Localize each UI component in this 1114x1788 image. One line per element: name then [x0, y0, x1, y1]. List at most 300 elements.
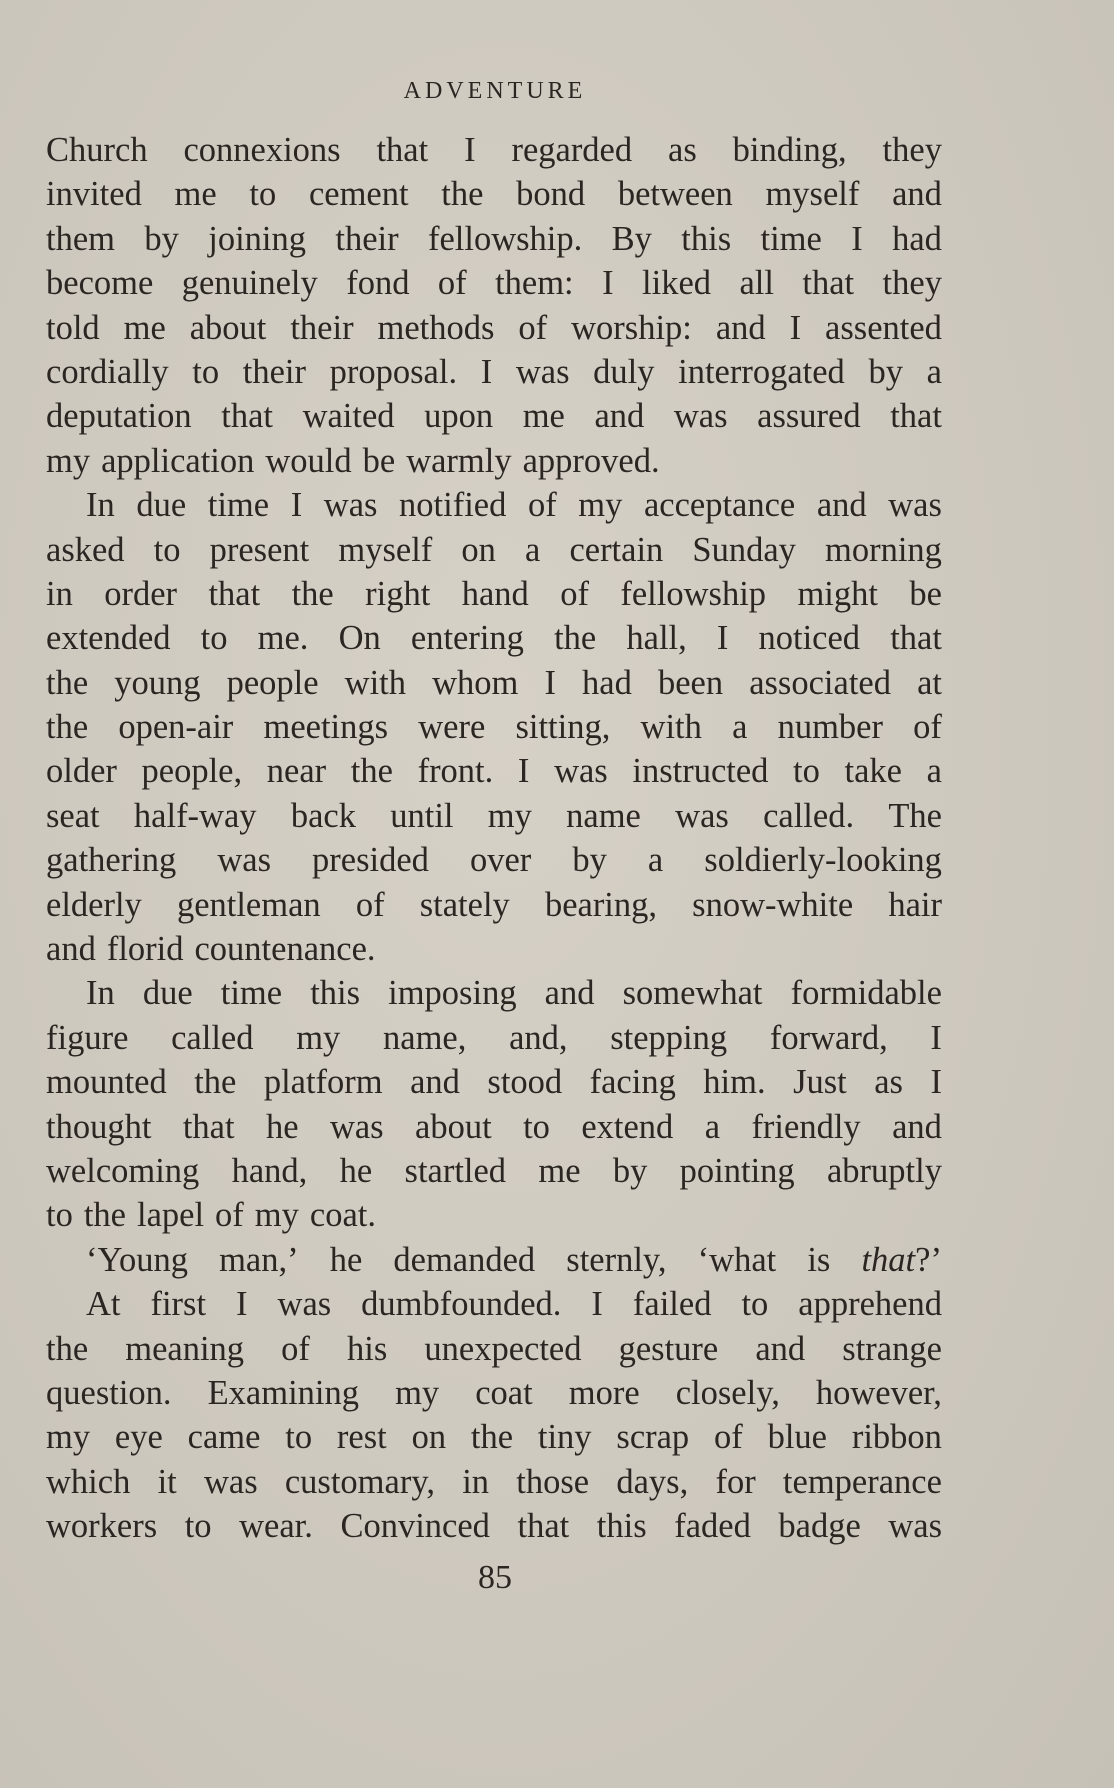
word: those: [516, 1462, 590, 1501]
text-line: [46, 1327, 942, 1371]
word: customary,: [284, 1462, 435, 1501]
word: people: [226, 663, 319, 702]
word: that: [802, 264, 855, 303]
word: the: [83, 1196, 126, 1235]
word: right: [365, 574, 431, 613]
word: and: [410, 1063, 460, 1102]
word: the: [46, 663, 89, 702]
word: in: [462, 1462, 490, 1501]
word: the: [350, 752, 393, 791]
word: due: [142, 974, 193, 1013]
word: and: [755, 1329, 806, 1368]
word: at: [917, 663, 942, 702]
word: unexpected: [424, 1329, 582, 1368]
word: was: [515, 352, 570, 391]
word: to: [153, 530, 181, 569]
text-line: [46, 350, 942, 394]
word: of: [281, 1329, 310, 1368]
word: wear.: [239, 1507, 313, 1546]
word: a: [732, 708, 748, 747]
word: on: [461, 530, 496, 569]
word: to: [192, 352, 220, 391]
word: friendly: [751, 1107, 861, 1146]
word: platform: [263, 1063, 383, 1102]
word: I: [591, 1285, 603, 1324]
word: the: [46, 708, 89, 747]
word: in: [46, 574, 73, 613]
word: time: [760, 219, 822, 258]
word: was: [203, 1462, 258, 1501]
word: and,: [509, 1018, 568, 1057]
word: of: [355, 885, 385, 924]
word: presided: [312, 841, 429, 880]
word: to: [741, 1285, 769, 1324]
word: had: [892, 219, 942, 258]
word: with: [344, 663, 406, 702]
word: cement: [308, 175, 409, 214]
word: this: [310, 974, 361, 1013]
word: myself: [765, 175, 860, 214]
word: proposal.: [329, 352, 458, 391]
word: instructed: [632, 752, 769, 791]
word: noticed: [758, 619, 861, 658]
text-line: [46, 1460, 942, 1504]
word: coat: [475, 1373, 533, 1412]
word: startled: [404, 1151, 507, 1190]
word: Just: [793, 1063, 847, 1102]
word: I: [480, 352, 493, 391]
word: a: [704, 1107, 721, 1146]
word: is: [807, 1240, 831, 1279]
word: were: [418, 708, 486, 747]
word: was: [673, 397, 728, 436]
word: the: [46, 1329, 89, 1368]
word: about: [415, 1107, 492, 1146]
word: that: [376, 131, 429, 169]
word: due: [136, 486, 187, 525]
word: it: [157, 1462, 177, 1501]
word: of: [560, 574, 589, 613]
word: binding,: [732, 131, 847, 169]
page-number: 85: [478, 1559, 512, 1596]
word: and: [544, 974, 595, 1013]
word: badge: [778, 1507, 861, 1546]
word: I: [236, 1285, 248, 1324]
word: certain: [569, 530, 664, 569]
word: become: [46, 264, 154, 303]
word: my: [254, 1196, 299, 1235]
word: joining: [208, 219, 306, 258]
word: Convinced: [340, 1507, 490, 1546]
word: and: [892, 175, 942, 214]
word: I: [464, 131, 476, 169]
word: rest: [336, 1418, 387, 1457]
word: of: [913, 708, 942, 747]
word: by: [144, 219, 179, 258]
body-text: [46, 128, 942, 1549]
word: florid: [106, 930, 184, 969]
word: which: [46, 1462, 131, 1501]
word: of: [437, 264, 467, 303]
word: been: [657, 663, 724, 702]
word: dumbfounded.: [361, 1285, 562, 1324]
word: was: [329, 1107, 384, 1146]
word: more: [568, 1373, 640, 1412]
word: for: [715, 1462, 756, 1501]
word: about: [189, 308, 267, 347]
word: this: [681, 219, 732, 258]
word: a: [647, 841, 664, 880]
word: mounted: [46, 1063, 167, 1102]
word: pointing: [679, 1151, 795, 1190]
word: as: [668, 131, 697, 169]
word: approved.: [522, 441, 660, 480]
word: stately: [419, 885, 510, 924]
word: name: [566, 796, 641, 835]
word: I: [290, 486, 303, 525]
word: upon: [424, 397, 494, 436]
word: tiny: [537, 1418, 592, 1457]
word: was: [888, 486, 942, 525]
word: they: [882, 131, 942, 169]
text-line: [46, 261, 942, 305]
word: apprehend: [798, 1285, 942, 1324]
text-line: [46, 883, 942, 927]
text-line: [46, 483, 942, 527]
word: regarded: [511, 131, 633, 169]
word: hand: [461, 574, 529, 613]
word: assured: [757, 397, 861, 436]
word: assented: [825, 308, 942, 347]
text-line: [46, 1282, 942, 1326]
text-line: [46, 1149, 942, 1193]
text-line: [46, 217, 942, 261]
word: I: [789, 308, 802, 347]
word: ‘Young: [86, 1240, 188, 1279]
word: bond: [516, 175, 586, 214]
word: called: [171, 1018, 254, 1057]
word: sternly,: [566, 1240, 667, 1279]
text-line: [46, 1016, 942, 1060]
word: ‘what: [697, 1240, 777, 1279]
text-line: [46, 394, 942, 438]
word: associated: [749, 663, 891, 702]
word: morning: [825, 530, 942, 569]
word: somewhat: [622, 974, 763, 1013]
word: myself: [338, 530, 433, 569]
word: had: [582, 663, 632, 702]
word: my: [395, 1373, 440, 1412]
word: present: [209, 530, 310, 569]
word: number: [777, 708, 883, 747]
word: figure: [46, 1018, 129, 1057]
word: front.: [417, 752, 494, 791]
word: my: [46, 1418, 91, 1457]
word: and: [715, 308, 766, 347]
word: on: [411, 1418, 447, 1457]
word: the: [554, 619, 597, 658]
text-line: [46, 661, 942, 705]
word: forward,: [769, 1018, 888, 1057]
word: that: [890, 619, 942, 658]
word: a: [926, 752, 942, 791]
word: he: [329, 1240, 363, 1279]
word: thought: [46, 1107, 152, 1146]
word: sitting,: [515, 708, 611, 747]
word: me: [522, 397, 565, 436]
text-line: [46, 1060, 942, 1104]
word: and: [892, 1107, 942, 1146]
word: blue: [767, 1418, 827, 1457]
word: until: [390, 796, 454, 835]
word: the: [194, 1063, 237, 1102]
word: was: [277, 1285, 332, 1324]
word: notified: [399, 486, 507, 525]
word: half-way: [133, 796, 257, 835]
text-line: [46, 572, 942, 616]
text-line: [46, 128, 942, 172]
word: extend: [581, 1107, 674, 1146]
word: imposing: [388, 974, 517, 1013]
text-line: [46, 927, 942, 971]
word: to: [46, 1196, 73, 1235]
word: closely,: [675, 1373, 780, 1412]
running-head: ADVENTURE: [403, 78, 587, 104]
text-line: [46, 306, 942, 350]
word: workers: [46, 1507, 158, 1546]
word: liked: [642, 264, 712, 303]
word: invited: [46, 175, 142, 214]
word: fellowship.: [427, 219, 583, 258]
word: waited: [302, 397, 395, 436]
word: was: [217, 841, 271, 880]
word: demanded: [393, 1240, 536, 1279]
word: strange: [842, 1329, 942, 1368]
word: older: [46, 752, 117, 791]
word: acceptance: [643, 486, 796, 525]
word: that?’: [861, 1240, 942, 1279]
word: back: [290, 796, 356, 835]
word: them: [46, 219, 115, 258]
word: that: [890, 397, 942, 436]
text-line: [46, 838, 942, 882]
text-line: [46, 439, 942, 483]
word: by: [612, 1151, 648, 1190]
word: Church: [46, 131, 148, 169]
text-line: [46, 1193, 942, 1237]
word: Sunday: [692, 530, 796, 569]
text-line: [46, 616, 942, 660]
word: time: [207, 486, 270, 525]
word: the: [441, 175, 484, 214]
word: On: [338, 619, 381, 658]
word: I: [930, 1018, 942, 1057]
word: methods: [377, 308, 495, 347]
word: to: [249, 175, 277, 214]
word: formidable: [790, 974, 942, 1013]
word: entering: [410, 619, 524, 658]
word: my: [296, 1018, 341, 1057]
word: faded: [674, 1507, 751, 1546]
word: stepping: [610, 1018, 728, 1057]
word: a: [926, 352, 942, 391]
word: that: [517, 1507, 570, 1546]
word: In: [86, 974, 115, 1013]
word: I: [517, 752, 530, 791]
word: I: [602, 264, 614, 303]
word: that: [208, 574, 261, 613]
word: he: [339, 1151, 373, 1190]
word: In: [86, 486, 115, 525]
word: fellowship: [620, 574, 767, 613]
word: and: [816, 486, 867, 525]
text-line: [46, 705, 942, 749]
word: him.: [703, 1063, 766, 1102]
word: to: [200, 619, 228, 658]
word: name,: [383, 1018, 467, 1057]
word: question.: [46, 1373, 172, 1412]
word: gentleman: [176, 885, 321, 924]
word: hand,: [231, 1151, 308, 1190]
word: hair: [888, 885, 942, 924]
word: called.: [763, 796, 855, 835]
word: temperance: [782, 1462, 942, 1501]
text-line: [46, 1105, 942, 1149]
word: was: [888, 1507, 942, 1546]
word: whom: [432, 663, 519, 702]
word: however,: [815, 1373, 942, 1412]
word: them:: [495, 264, 574, 303]
word: their: [290, 308, 354, 347]
word: elderly: [46, 885, 142, 924]
text-line: [46, 749, 942, 793]
word: take: [844, 752, 902, 791]
word: and: [46, 930, 96, 969]
word: coat.: [309, 1196, 376, 1235]
word: came: [187, 1418, 261, 1457]
word: asked: [46, 530, 125, 569]
word: would: [265, 441, 352, 480]
word: might: [797, 574, 878, 613]
text-line: [46, 1238, 942, 1282]
word: scrap: [616, 1418, 690, 1457]
word: my: [487, 796, 532, 835]
word: worship:: [571, 308, 692, 347]
word: over: [469, 841, 532, 880]
word: young: [114, 663, 201, 702]
word: ribbon: [851, 1418, 942, 1457]
word: I: [930, 1063, 942, 1102]
word: duly: [593, 352, 655, 391]
text-line: [46, 1504, 942, 1548]
word: me.: [257, 619, 309, 658]
word: they: [882, 264, 942, 303]
word: soldierly-looking: [704, 841, 942, 880]
word: Examining: [207, 1373, 360, 1412]
word: The: [888, 796, 942, 835]
word: eye: [114, 1418, 163, 1457]
word: told: [46, 308, 100, 347]
word: near: [266, 752, 327, 791]
word: warmly: [406, 441, 512, 480]
word: cordially: [46, 352, 169, 391]
word: their: [242, 352, 306, 391]
word: application: [101, 441, 255, 480]
word: first: [150, 1285, 207, 1324]
word: people,: [141, 752, 243, 791]
word: By: [611, 219, 652, 258]
word: was: [323, 486, 378, 525]
word: be: [909, 574, 942, 613]
word: to: [523, 1107, 550, 1146]
word: extended: [46, 619, 171, 658]
word: that: [182, 1107, 235, 1146]
word: to: [793, 752, 820, 791]
word: the: [291, 574, 334, 613]
word: failed: [632, 1285, 712, 1324]
word: to: [184, 1507, 212, 1546]
word: all: [739, 264, 774, 303]
word: to: [285, 1418, 313, 1457]
word: open-air: [118, 708, 234, 747]
word: of: [518, 308, 548, 347]
word: me: [174, 175, 217, 214]
word: connexions: [183, 131, 341, 169]
word: this: [596, 1507, 647, 1546]
word: facing: [589, 1063, 676, 1102]
word: of: [527, 486, 557, 525]
word: abruptly: [826, 1151, 942, 1190]
word: me: [538, 1151, 581, 1190]
text-line: [46, 172, 942, 216]
word: I: [851, 219, 863, 258]
word: he: [265, 1107, 299, 1146]
word: man,’: [219, 1240, 299, 1279]
word: fond: [346, 264, 410, 303]
word: of: [714, 1418, 743, 1457]
word: gesture: [618, 1329, 719, 1368]
word: was: [675, 796, 729, 835]
word: interrogated: [678, 352, 845, 391]
word: welcoming: [46, 1151, 200, 1190]
word: as: [874, 1063, 903, 1102]
word: and: [594, 397, 645, 436]
text-line: [46, 971, 942, 1015]
word: genuinely: [181, 264, 318, 303]
word: meaning: [125, 1329, 245, 1368]
text-line: [46, 1415, 942, 1459]
word: was: [554, 752, 608, 791]
word: of: [215, 1196, 244, 1235]
text-line: [46, 794, 942, 838]
word: deputation: [46, 397, 192, 436]
word: my: [578, 486, 623, 525]
word: gathering: [46, 841, 177, 880]
word: by: [572, 841, 607, 880]
word: snow-white: [692, 885, 854, 924]
word: with: [640, 708, 702, 747]
word: between: [617, 175, 733, 214]
word: be: [362, 441, 396, 480]
word: At: [86, 1285, 121, 1324]
word: countenance.: [194, 930, 376, 969]
word: days,: [616, 1462, 689, 1501]
word: seat: [46, 796, 100, 835]
word: my: [46, 441, 91, 480]
text-line: [46, 528, 942, 572]
word: their: [335, 219, 399, 258]
word: I: [544, 663, 556, 702]
